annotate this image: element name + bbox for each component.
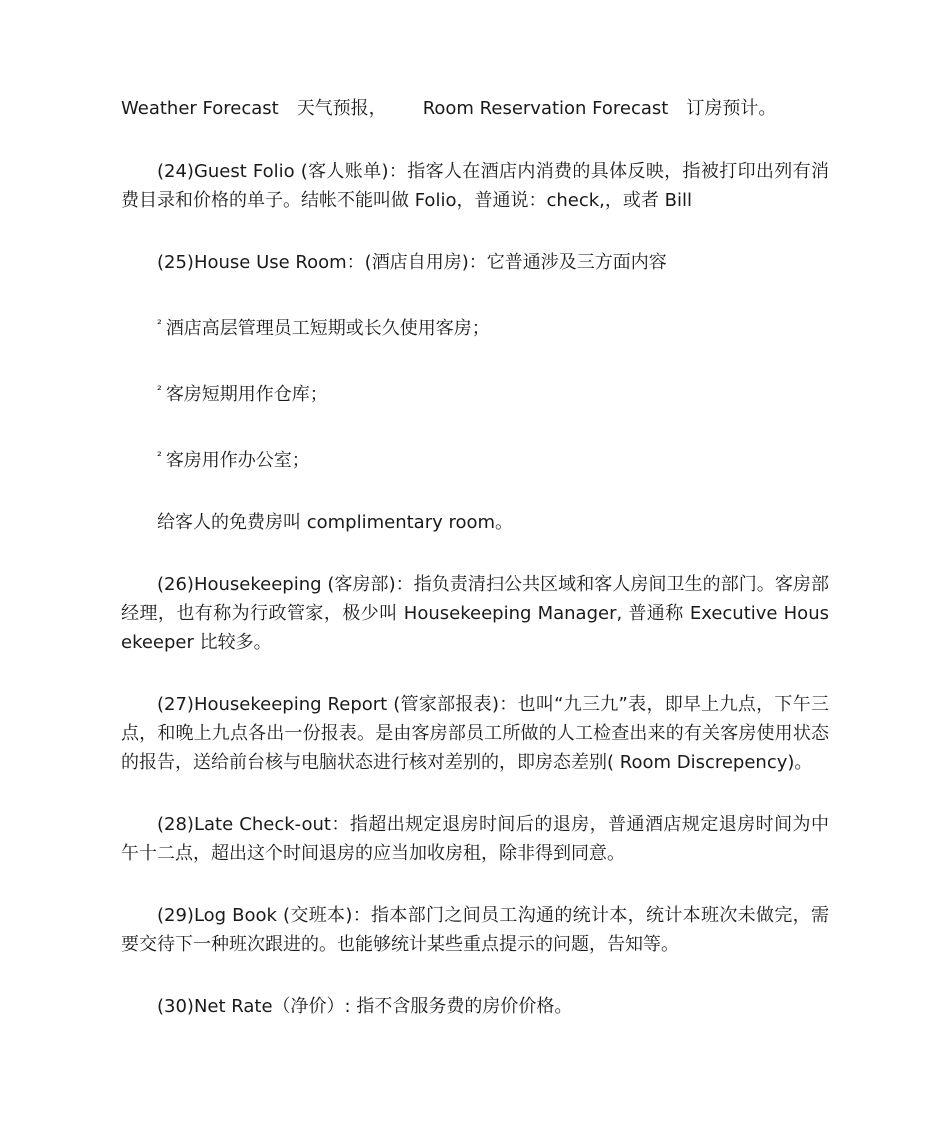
- paragraph-27-housekeeping-report: (27)Housekeeping Report (管家部报表)：也叫“九三九”表，即早上九点，下午三点，和晚上九点各出一份报表。是由客房部员工所做的人工检查出来的有关客房使用状态的报告，送给前台核与电脑状态进行核对差别的，即房态差别( Room Discrepency)。: [121, 694, 829, 773]
- bullet-mark: ²: [157, 317, 162, 331]
- paragraph-25-house-use-room: (25)House Use Room：(酒店自用房)：它普通涉及三方面内容: [157, 252, 667, 273]
- bullet-item: [157, 442, 829, 475]
- paragraph-28-late-check-out: (28)Late Check-out：指超出规定退房时间后的退房，普通酒店规定退房时间为中午十二点，超出这个时间退房的应当加收房租，除非得到同意。: [121, 814, 829, 864]
- paragraph-26-housekeeping: (26)Housekeeping (客房部)：指负责清扫公共区域和客人房间卫生的部门。客房部经理，也有称为行政管家，极少叫 Housekeeping Manager, 普通称 Executive Housekeeper 比较多。: [121, 574, 829, 653]
- intro-reservation-zh: 订房预计。: [686, 98, 777, 119]
- paragraph-29-log-book: (29)Log Book (交班本)：指本部门之间员工沟通的统计本，统计本班次未做完，需要交待下一种班次跟进的。也能够统计某些重点提示的问题，告知等。: [121, 905, 829, 955]
- document-page: [121, 94, 829, 1054]
- paragraph-24-guest-folio: (24)Guest Folio (客人账单)：指客人在酒店内消费的具体反映，指被打印出列有消费目录和价格的单子。结帐不能叫做 Folio，普通说：check,，或者 Bill: [121, 161, 829, 211]
- bullet-text: 客房用作办公室；: [165, 450, 310, 471]
- bullet-item: [157, 310, 829, 343]
- intro-reservation-en: Room Reservation Forecast: [422, 98, 669, 119]
- bullet-text: 客房短期用作仓库；: [165, 384, 328, 405]
- paragraph-complimentary-room: 给客人的免费房叫 complimentary room。: [157, 512, 514, 533]
- bullet-mark: ²: [157, 383, 162, 397]
- intro-line: [121, 94, 829, 123]
- paragraph-30-net-rate: (30)Net Rate（净价）: 指不含服务费的房价价格。: [157, 996, 573, 1017]
- bullet-text: 酒店高层管理员工短期或长久使用客房；: [165, 318, 490, 339]
- intro-weather-en: Weather Forecast: [121, 98, 279, 119]
- intro-weather-zh: 天气预报，: [296, 98, 387, 119]
- bullet-mark: ²: [157, 449, 162, 463]
- bullet-item: [157, 376, 829, 409]
